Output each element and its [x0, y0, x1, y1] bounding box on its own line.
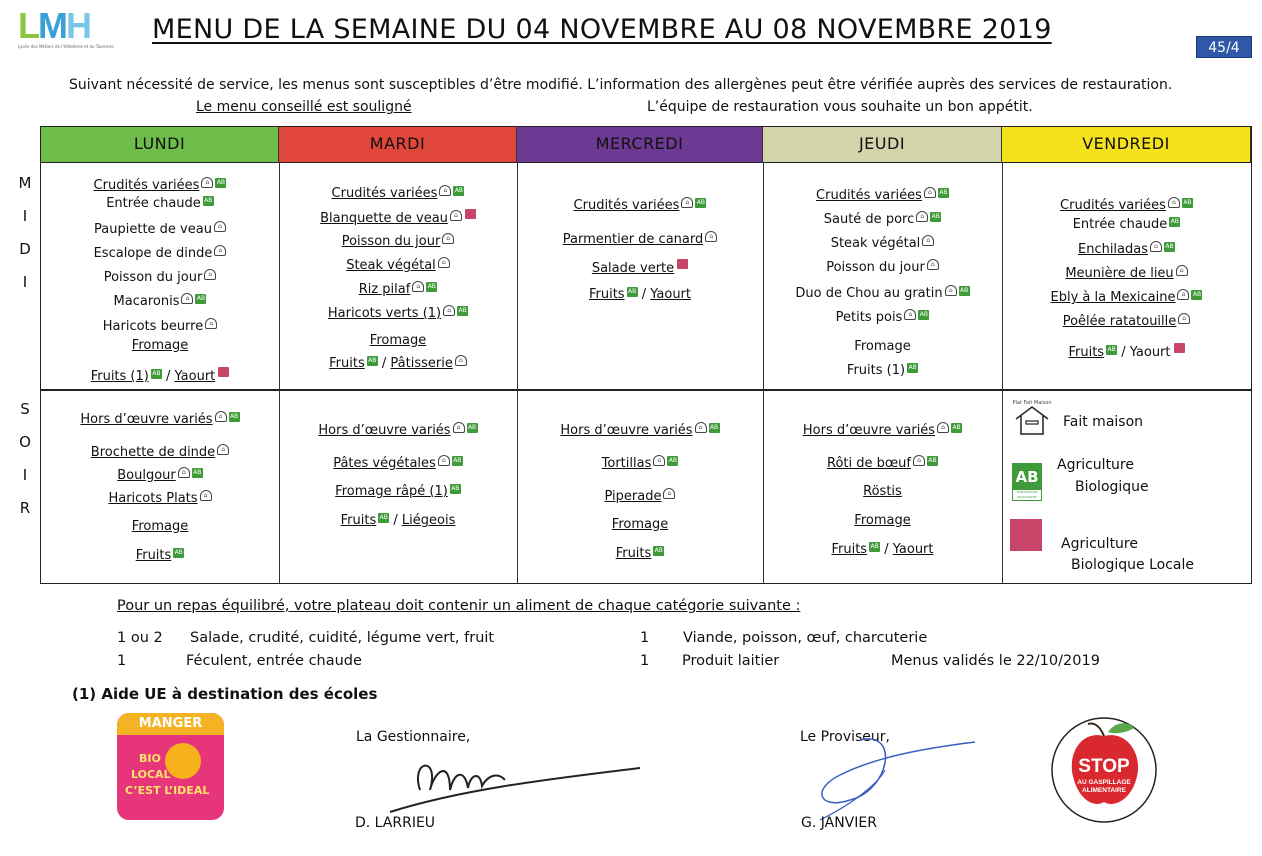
homemade-icon: ⌂ [442, 233, 454, 244]
homemade-icon: ⌂ [681, 197, 693, 208]
dish-name: Fruits [340, 513, 377, 528]
menu-item [41, 519, 279, 534]
dish-name: Hors d’œuvre variés [560, 423, 693, 438]
dish-name-alt: Liégeois [401, 513, 456, 528]
menu-item [763, 259, 1002, 275]
menu-item [279, 455, 517, 471]
dish-name: Sauté de porc [823, 212, 915, 227]
proviseur-signature [800, 730, 980, 825]
dish-name: Entrée chaude [1072, 217, 1168, 232]
menu-item [41, 318, 279, 334]
local-organic-icon [1174, 343, 1185, 353]
organic-ab-icon: AB [952, 424, 961, 431]
dish-name: Duo de Chou au gratin [795, 286, 943, 301]
homemade-icon: ⌂ [412, 281, 424, 292]
soir-letter: O [19, 433, 31, 451]
menu-item [41, 490, 279, 506]
menu-item [763, 422, 1002, 438]
dish-name: Fruits (1) [90, 369, 149, 384]
homemade-icon: ⌂ [181, 293, 193, 304]
organic-ab-icon: AB [908, 364, 917, 371]
menu-item [279, 257, 517, 273]
menu-item [1002, 217, 1251, 232]
dish-name: Brochette de dinde [90, 445, 216, 460]
homemade-icon: ⌂ [653, 455, 665, 466]
menu-item [1002, 241, 1251, 257]
homemade-icon: ⌂ [450, 210, 462, 221]
menu-item [41, 411, 279, 427]
dish-name: Rôti de bœuf [827, 456, 911, 471]
dish-name: Fruits [329, 356, 365, 371]
dish-name: Poisson du jour [826, 260, 925, 275]
homemade-icon: ⌂ [916, 211, 928, 222]
soir-letter: I [22, 466, 28, 484]
dish-separator: / [637, 287, 651, 302]
homemade-icon: ⌂ [1176, 265, 1188, 276]
dish-name: Fromage râpé (1) [335, 484, 448, 499]
menu-validation-date: Menus validés le 22/10/2019 [891, 653, 1100, 669]
menu-table [40, 126, 1252, 584]
homemade-icon: ⌂ [443, 305, 455, 316]
eu-aid-footnote: (1) Aide UE à destination des écoles [72, 685, 378, 703]
dish-name: Tortillas [601, 456, 652, 471]
menu-item [41, 367, 279, 384]
legend-cell [1002, 389, 1251, 583]
organic-ab-icon: AB [1192, 291, 1202, 298]
homemade-icon: ⌂ [1150, 241, 1162, 252]
organic-ab-icon: AB [229, 413, 239, 420]
soir-cell-mercredi [517, 389, 763, 583]
dish-separator: / [377, 356, 391, 371]
menu-item [517, 488, 763, 504]
menu-item [517, 259, 763, 276]
dish-name: Fruits [135, 548, 172, 563]
menu-item [41, 293, 279, 309]
local-organic-icon [677, 259, 688, 269]
homemade-icon: ⌂ [455, 355, 467, 366]
menu-item [41, 177, 279, 193]
menu-item [279, 305, 517, 321]
dish-name: Fruits [831, 542, 868, 557]
menu-item [517, 422, 763, 438]
legend-bio-line2: Biologique [1075, 479, 1149, 495]
dish-name: Riz pilaf [358, 282, 411, 297]
dish-name: Escalope de dinde [93, 246, 213, 261]
soir-cell-mardi [279, 389, 517, 583]
dish-name-alt: Yaourt [1129, 345, 1171, 360]
menu-item [517, 287, 763, 302]
bon-appetit-wish: L’équipe de restauration vous souhaite un bon appétit. [647, 99, 1033, 115]
dish-name: Fruits [1068, 345, 1105, 360]
organic-ab-icon: AB [174, 549, 183, 556]
dish-name: Ebly à la Mexicaine [1050, 290, 1176, 305]
dish-name: Parmentier de canard [562, 232, 704, 247]
menu-item [279, 513, 517, 528]
dish-name: Fromage [611, 517, 669, 532]
homemade-icon: ⌂ [1178, 313, 1190, 324]
dish-name: Röstis [863, 484, 902, 499]
dish-name: Crudités variées [1060, 198, 1166, 213]
legend-bio-line1: Agriculture [1057, 457, 1134, 473]
menu-item [279, 233, 517, 249]
soir-letter: R [19, 499, 31, 517]
dish-name: Crudités variées [816, 188, 922, 203]
organic-ab-icon: AB [379, 514, 388, 521]
soir-side-label [18, 402, 32, 534]
menu-item [517, 546, 763, 561]
menu-item [763, 363, 1002, 378]
menu-item [1002, 343, 1251, 360]
menu-item [763, 339, 1002, 354]
menu-item [279, 281, 517, 297]
balance-label-1: Salade, crudité, cuidité, légume vert, fruit [190, 630, 495, 646]
menu-item [517, 455, 763, 471]
organic-ab-icon: AB [939, 189, 948, 196]
homemade-icon: ⌂ [205, 318, 217, 329]
dish-name-alt: Yaourt [174, 369, 216, 384]
homemade-icon: ⌂ [913, 455, 925, 466]
menu-item [41, 444, 279, 460]
dish-name: Crudités variées [573, 198, 680, 213]
dish-separator: / [1117, 345, 1130, 360]
manger-bio-local-logo: MANGER BIO LOCAL C’EST L’IDEAL [117, 713, 224, 820]
menu-item [763, 235, 1002, 251]
dish-name: Piperade [604, 489, 662, 504]
midi-cell-vendredi [1002, 163, 1251, 389]
homemade-icon: ⌂ [1168, 197, 1180, 208]
legend-fait-maison: Fait maison [1063, 414, 1144, 430]
menu-item [517, 231, 763, 247]
balance-qty-2: 1 [117, 653, 127, 669]
midi-letter: D [19, 240, 31, 258]
dish-name: Hors d’œuvre variés [802, 423, 936, 438]
menu-item [279, 333, 517, 348]
menu-item [41, 245, 279, 261]
organic-ab-icon: AB [654, 547, 663, 554]
gestionnaire-signature [380, 750, 650, 820]
balance-label-4: Produit laitier [682, 653, 780, 669]
dish-name: Steak végétal [346, 258, 436, 273]
dish-name: Macaronis [113, 294, 180, 309]
menu-item [1002, 265, 1251, 281]
organic-ab-icon: AB [627, 288, 637, 295]
menu-item [279, 209, 517, 226]
homemade-icon: ⌂ [214, 245, 226, 256]
midi-cell-mercredi [517, 163, 763, 389]
organic-ab-icon: AB [870, 543, 879, 550]
dish-name: Hors d’œuvre variés [80, 412, 213, 427]
dish-name-alt: Pâtisserie [390, 356, 453, 371]
stop-gaspillage-logo [1050, 716, 1158, 824]
homemade-icon: ⌂ [215, 411, 227, 422]
organic-ab-icon: AB [368, 357, 377, 364]
local-organic-icon [218, 367, 229, 377]
homemade-icon: ⌂ [453, 422, 465, 433]
organic-ab-icon: AB [919, 311, 928, 318]
homemade-icon: ⌂ [663, 488, 675, 499]
dish-name: Fromage [131, 338, 189, 353]
midi-cell-jeudi [763, 163, 1002, 389]
balance-label-3: Viande, poisson, œuf, charcuterie [683, 630, 928, 646]
homemade-icon: ⌂ [217, 444, 229, 455]
balance-qty-1: 1 ou 2 [117, 630, 163, 646]
menu-item [279, 484, 517, 499]
organic-ab-icon: AB [959, 287, 969, 294]
homemade-icon: ⌂ [937, 422, 949, 433]
dish-name: Fruits [588, 287, 625, 302]
soir-cell-jeudi [763, 389, 1002, 583]
dish-separator: / [161, 369, 175, 384]
menu-item [279, 185, 517, 201]
organic-ab-icon: AB [928, 457, 937, 464]
menu-item [41, 467, 279, 483]
dish-name: Fromage [131, 519, 189, 534]
menu-item [1002, 289, 1251, 305]
homemade-icon: ⌂ [178, 467, 190, 478]
balance-label-2: Féculent, entrée chaude [186, 653, 362, 669]
logo-subtitle: Lycée des Métiers de l'Hôtellerie et du Tourisme [18, 44, 114, 49]
menu-item [763, 285, 1002, 301]
midi-cell-lundi [41, 163, 279, 389]
homemade-icon: ⌂ [201, 177, 213, 188]
dish-name: Haricots verts (1) [327, 306, 442, 321]
dish-name: Petits pois [835, 310, 903, 325]
balance-qty-4: 1 [640, 653, 650, 669]
organic-ab-icon: AB [453, 457, 462, 464]
menu-item [1002, 313, 1251, 329]
homemade-icon: ⌂ [438, 455, 450, 466]
homemade-icon: ⌂ [214, 221, 226, 232]
organic-ab-icon: AB [216, 179, 226, 186]
dish-name: Entrée chaude [106, 196, 201, 211]
soir-letter: S [20, 400, 30, 418]
homemade-icon: ⌂ [695, 422, 707, 433]
organic-ab-icon: AB [427, 283, 436, 290]
dish-name: Poisson du jour [103, 270, 203, 285]
organic-ab-icon: AB [196, 295, 206, 302]
organic-ab-logo: AB AGRICULTURE BIOLOGIQUE [1012, 463, 1042, 501]
dish-name: Fromage [854, 339, 911, 354]
balance-qty-3: 1 [640, 630, 650, 646]
dish-name: Fromage [854, 513, 911, 528]
menu-item [763, 187, 1002, 203]
homemade-icon: ⌂ [200, 490, 212, 501]
menu-item [763, 513, 1002, 528]
homemade-icon: ⌂ [945, 285, 957, 296]
week-code-badge: 45/4 [1196, 36, 1252, 58]
dish-name-alt: Yaourt [650, 287, 692, 302]
organic-ab-icon: AB [931, 213, 940, 220]
svg-text:STOP: STOP [1078, 756, 1130, 777]
menu-item [763, 542, 1002, 557]
menu-item [517, 197, 763, 213]
svg-text:ALIMENTAIRE: ALIMENTAIRE [1082, 787, 1126, 794]
menu-item [763, 211, 1002, 227]
midi-letter: I [22, 207, 28, 225]
dish-name: Blanquette de veau [320, 211, 448, 226]
homemade-icon: ⌂ [927, 259, 939, 270]
dish-name: Crudités variées [331, 186, 438, 201]
dish-name: Fromage [369, 333, 427, 348]
dish-separator: / [389, 513, 402, 528]
organic-ab-icon: AB [1183, 199, 1192, 206]
organic-ab-icon: AB [668, 457, 677, 464]
legend-local-line1: Agriculture [1061, 536, 1138, 552]
menu-item [41, 338, 279, 353]
legend-local-line2: Biologique Locale [1071, 557, 1195, 573]
dish-name: Pâtes végétales [333, 456, 436, 471]
organic-ab-icon: AB [696, 199, 706, 206]
dish-name: Steak végétal [830, 236, 921, 251]
allergen-notice: Suivant nécessité de service, les menus sont susceptibles d’être modifié. L’information des allergènes peut être vérifiée auprès des services de restauration. [69, 77, 1173, 93]
organic-ab-icon: AB [1107, 346, 1116, 353]
local-organic-logo [1010, 519, 1042, 551]
homemade-icon: ⌂ [204, 269, 216, 280]
midi-side-label [18, 176, 32, 308]
day-header-0: LUNDI [41, 127, 279, 163]
dish-name: Poêlée ratatouille [1062, 314, 1177, 329]
dish-name: Haricots beurre [102, 319, 204, 334]
organic-ab-icon: AB [709, 424, 719, 431]
menu-item [763, 484, 1002, 499]
homemade-icon: ⌂ [438, 257, 450, 268]
homemade-icon: ⌂ [439, 185, 451, 196]
fait-maison-icon [1012, 397, 1052, 437]
day-header-1: MARDI [279, 127, 517, 163]
menu-item [41, 269, 279, 285]
dish-name-alt: Yaourt [892, 542, 934, 557]
menu-item [279, 355, 517, 371]
organic-ab-icon: AB [1165, 243, 1174, 250]
dish-name: Crudités variées [93, 178, 200, 193]
menu-item [763, 309, 1002, 325]
local-organic-icon [465, 209, 476, 219]
midi-letter: I [22, 273, 28, 291]
proviseur-title: Le Proviseur, [800, 729, 890, 745]
menu-item [517, 517, 763, 532]
dish-name: Fruits (1) [846, 363, 906, 378]
menu-item [41, 221, 279, 237]
midi-cell-mardi [279, 163, 517, 389]
proviseur-name: G. JANVIER [801, 815, 877, 831]
menu-item [1002, 197, 1251, 213]
midi-letter: M [18, 174, 32, 192]
homemade-icon: ⌂ [904, 309, 916, 320]
logo-letters: LMH [18, 5, 90, 46]
dish-name: Salade verte [591, 261, 675, 276]
menu-item [41, 196, 279, 211]
homemade-icon: ⌂ [924, 187, 936, 198]
dish-name: Poisson du jour [341, 234, 441, 249]
dish-name: Enchiladas [1077, 242, 1149, 257]
recommended-note: Le menu conseillé est souligné [196, 99, 412, 115]
organic-ab-icon: AB [193, 469, 202, 476]
organic-ab-icon: AB [454, 187, 464, 194]
menu-item [41, 548, 279, 563]
svg-text:AU GASPILLAGE: AU GASPILLAGE [1077, 779, 1131, 786]
organic-ab-icon: AB [451, 485, 460, 492]
day-header-2: MERCREDI [517, 127, 763, 163]
dish-name: Meunière de lieu [1065, 266, 1174, 281]
page-title: MENU DE LA SEMAINE DU 04 NOVEMBRE AU 08 NOVEMBRE 2019 [152, 14, 1052, 45]
organic-ab-icon: AB [204, 197, 213, 204]
dish-name: Haricots Plats [108, 491, 198, 506]
dish-name: Fruits [615, 546, 652, 561]
menu-item [279, 422, 517, 438]
homemade-icon: ⌂ [705, 231, 717, 242]
school-logo [18, 5, 114, 56]
menu-item [763, 455, 1002, 471]
day-header-3: JEUDI [763, 127, 1002, 163]
balance-title: Pour un repas équilibré, votre plateau doit contenir un aliment de chaque catégorie suivante : [117, 598, 801, 614]
organic-ab-icon: AB [152, 370, 161, 377]
dish-name: Paupiette de veau [94, 222, 212, 237]
svg-text:Plat Fait Maison: Plat Fait Maison [1012, 400, 1052, 406]
dish-separator: / [880, 542, 893, 557]
homemade-icon: ⌂ [1177, 289, 1189, 300]
gestionnaire-title: La Gestionnaire, [356, 729, 471, 745]
organic-ab-icon: AB [1170, 218, 1179, 225]
homemade-icon: ⌂ [922, 235, 934, 246]
organic-ab-icon: AB [467, 424, 477, 431]
day-header-4: VENDREDI [1002, 127, 1251, 163]
organic-ab-icon: AB [458, 307, 467, 314]
soir-cell-lundi [41, 389, 279, 583]
dish-name: Boulgour [117, 468, 176, 483]
dish-name: Hors d’œuvre variés [318, 423, 451, 438]
gestionnaire-name: D. LARRIEU [355, 815, 436, 831]
